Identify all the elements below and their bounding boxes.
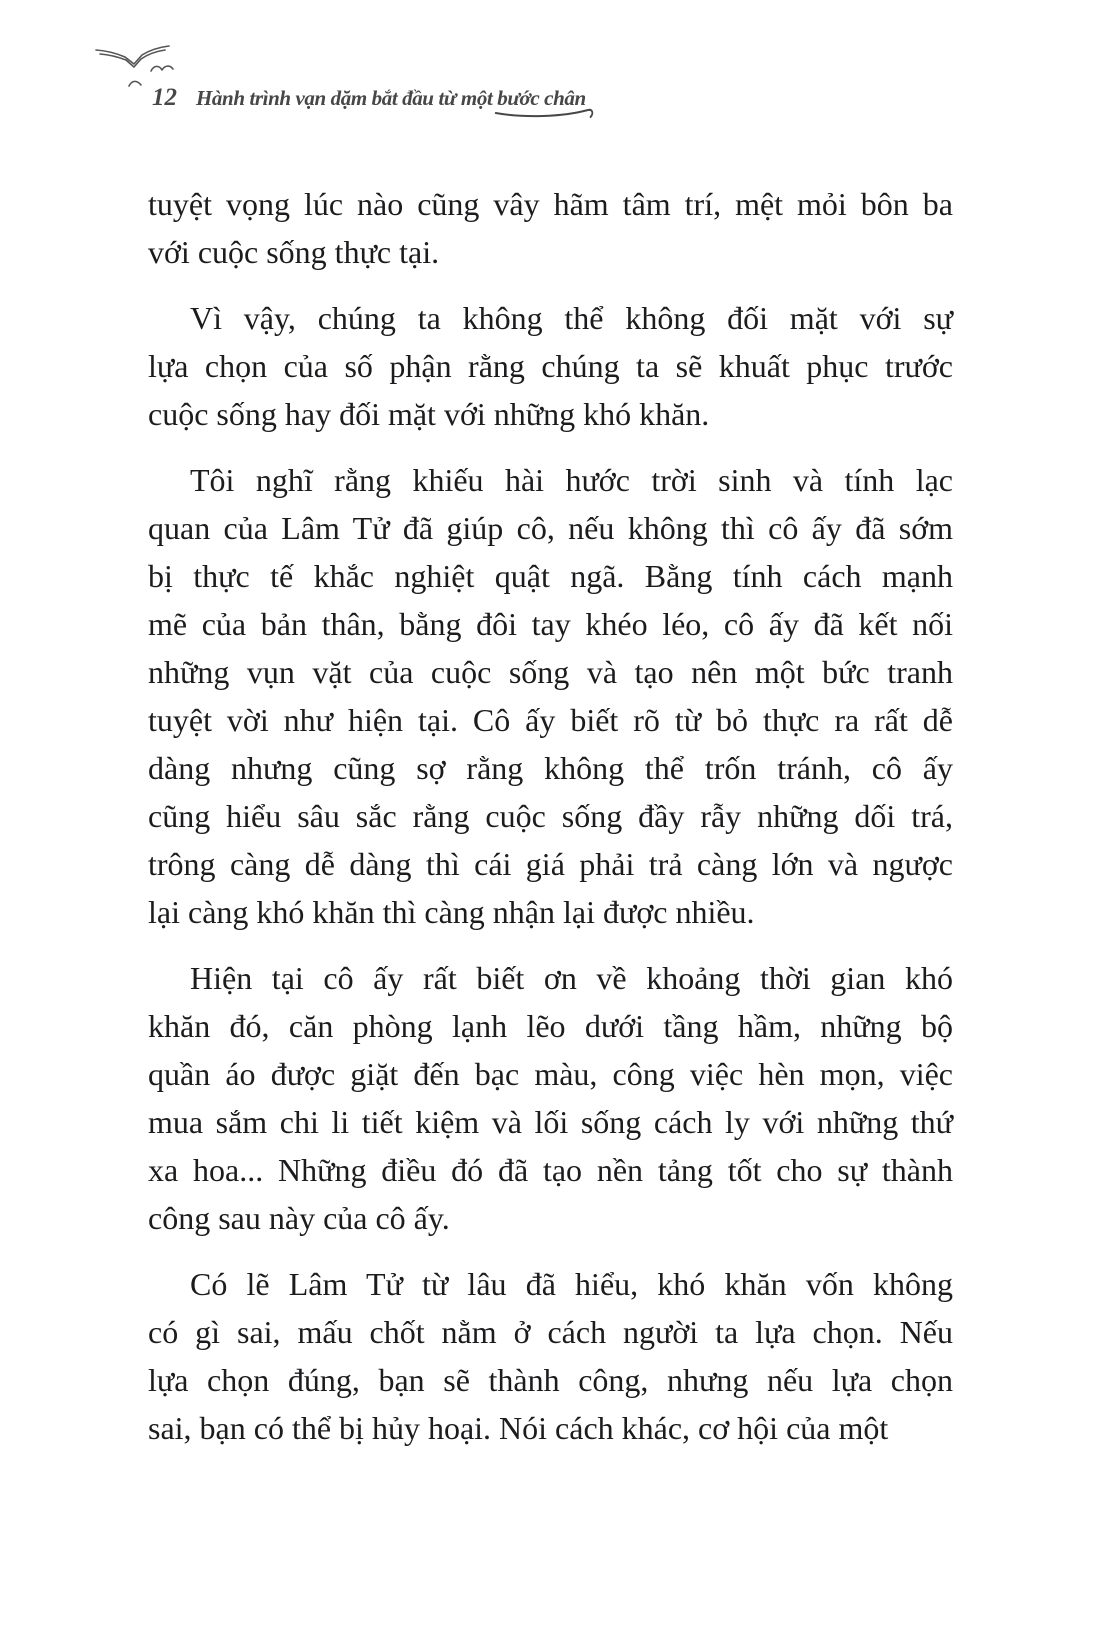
page-header (152, 84, 586, 112)
text-line: công sau này của cô ấy. (148, 1200, 450, 1236)
paragraph (148, 1260, 953, 1452)
text-line: mua sắm chi li tiết kiệm và lối sống cách ly với những thứ (148, 1104, 953, 1140)
text-line: lại càng khó khăn thì càng nhận lại được nhiều. (148, 894, 755, 930)
text-line: bị thực tế khắc nghiệt quật ngã. Bằng tính cách mạnh (148, 558, 953, 594)
text-line: mẽ của bản thân, bằng đôi tay khéo léo, cô ấy đã kết nối (148, 606, 953, 642)
text-line: tuyệt vọng lúc nào cũng vây hãm tâm trí, mệt mỏi bôn ba (148, 186, 953, 222)
text-line: quan của Lâm Tử đã giúp cô, nếu không thì cô ấy đã sớm (148, 510, 953, 546)
text-line: tuyệt vời như hiện tại. Cô ấy biết rõ từ bỏ thực ra rất dễ (148, 702, 953, 738)
text-line: cũng hiểu sâu sắc rằng cuộc sống đầy rẫy những dối trá, (148, 798, 953, 834)
text-line: dàng nhưng cũng sợ rằng không thể trốn tránh, cô ấy (148, 750, 953, 786)
text-line: khăn đó, căn phòng lạnh lẽo dưới tầng hầm, những bộ (148, 1008, 953, 1044)
text-line: lựa chọn đúng, bạn sẽ thành công, nhưng nếu lựa chọn (148, 1362, 953, 1398)
text-line: cuộc sống hay đối mặt với những khó khăn. (148, 396, 710, 432)
paragraph (148, 180, 953, 276)
text-line: Có lẽ Lâm Tử từ lâu đã hiểu, khó khăn vốn không (190, 1266, 953, 1302)
page-number: 12 (152, 84, 177, 111)
paragraph (148, 294, 953, 438)
text-line: quần áo được giặt đến bạc màu, công việc hèn mọn, việc (148, 1056, 953, 1092)
underline-swoosh-icon (494, 105, 597, 121)
body-text (148, 180, 953, 1452)
paragraph (148, 954, 953, 1242)
text-line: với cuộc sống thực tại. (148, 234, 440, 270)
running-title-underlined-wrap (497, 86, 586, 111)
running-title-underlined-text: bước chân (497, 86, 586, 110)
text-line: sai, bạn có thể bị hủy hoại. Nói cách khác, cơ hội của một (148, 1410, 889, 1446)
running-title (196, 86, 586, 111)
text-line: Tôi nghĩ rằng khiếu hài hước trời sinh và tính lạc (190, 462, 953, 498)
bird-medium (151, 66, 173, 71)
text-line: có gì sai, mấu chốt nằm ở cách người ta lựa chọn. Nếu (148, 1314, 953, 1350)
text-line: Hiện tại cô ấy rất biết ơn về khoảng thời gian khó (190, 960, 953, 996)
text-line: trông càng dễ dàng thì cái giá phải trả càng lớn và ngược (148, 846, 953, 882)
text-line: những vụn vặt của cuộc sống và tạo nên một bức tranh (148, 654, 953, 690)
text-line: lựa chọn của số phận rằng chúng ta sẽ khuất phục trước (148, 348, 953, 384)
text-line: xa hoa... Những điều đó đã tạo nền tảng tốt cho sự thành (148, 1152, 953, 1188)
bird-small (129, 81, 141, 86)
running-title-text: Hành trình vạn dặm bắt đầu từ một (196, 86, 498, 110)
paragraph (148, 456, 953, 936)
text-line: Vì vậy, chúng ta không thể không đối mặt với sự (190, 300, 953, 336)
